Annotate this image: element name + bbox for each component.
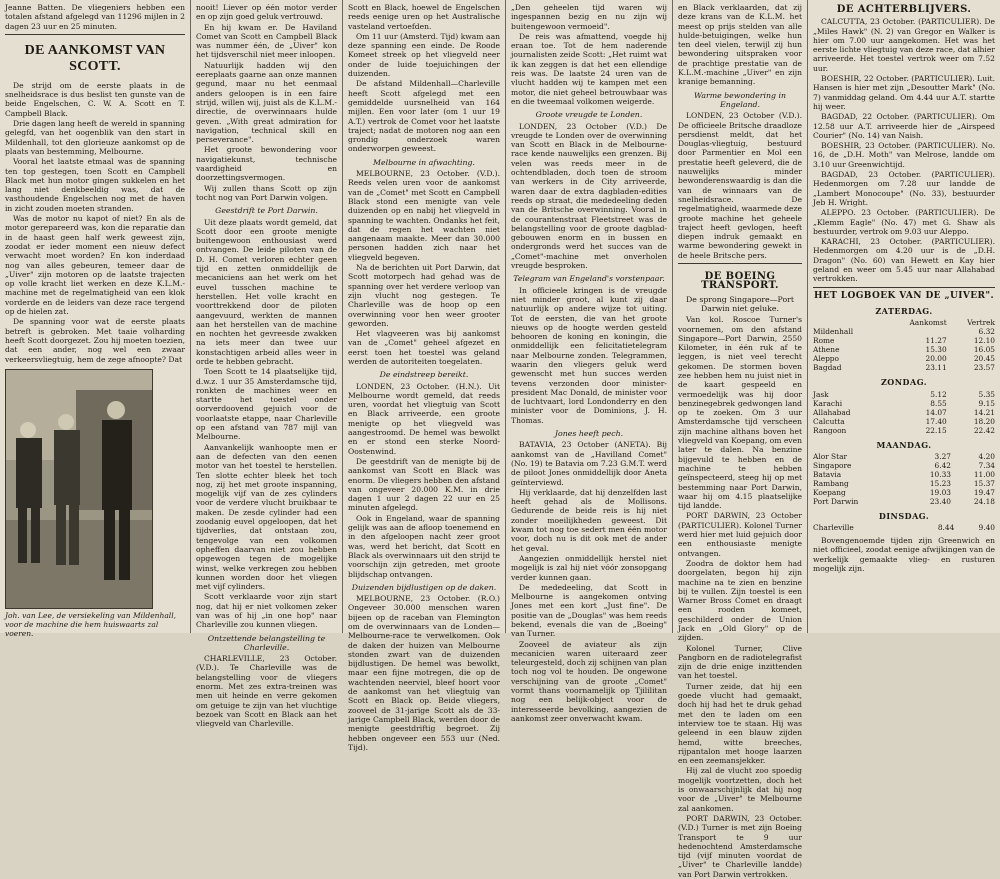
logbook-row	[813, 399, 995, 408]
paragraph: MELBOURNE, 23 October. (R.O.) Ongeveer 30.000 menschen waren bijeen op de raceban van Flemington om de overwinnaars van de Londen—Melbourne-race te verwelkomen. Ook de daken der huizen van Melbourne stonden zwart van de duizenden bijdlustigen. De hemel was bewolkt, maar een fijne motregen, die op de wachtenden neerviel, bleef hoort voor de aankomst van het vliegtuig van Scott en Black op. Beide vliegers, zooveel de 31-jarige Scott als de 33-jarige Campbell Black, werden door de menigte geestdriftig begroet. Zij hebben ongeveer een 553 uur (Ned. Tijd).	[348, 594, 500, 752]
logbook-arrival: 14.07	[925, 407, 947, 417]
logbook-row	[813, 363, 995, 372]
logbook-footnote: Bovengenoemde tijden zijn Greenwich en niet officieel, zoodat eenige afwijkingen van de werkelijk gemaakte vlieg- en rusturen mogelijk zijn.	[813, 536, 995, 573]
subheading: Groote vreugde te Londen.	[535, 110, 643, 120]
logbook-row	[813, 390, 995, 399]
paragraph: Scott verklaarde voor zijn start nog, dat hij er niet volkomen zeker van was of hij „in one hop" naar Charleville zou kunnen vliegen.	[196, 592, 337, 630]
paragraph: LONDEN, 23 October (V.D.). De officieele Britsche draadloze persdienst meldt, dat het Douglas-vliegtuig, bestuurd door Parmentier en Mol een prestatie heeft geleverd, die de nauwelijks minder bewonderenswaardig is dan die van de winnaars van de snelheidsrace. De regelmatigheid, waarmede deze groote machine het geheele traject heeft gevlogen, heeft diepen indruk gemaakt en warme bewondering gewekt in de heele Britsche pers.	[678, 111, 802, 260]
paragraph: De geestdrift van de menigte bij de aankomst van Scott en Black was enorm. De vliegers hebben den afstand van ongeveer 20.000 K.M. in drie dagen 1 uur 2 dagen 22 uur en 25 minuten afgelegd.	[348, 456, 500, 513]
logbook-row	[813, 345, 995, 354]
logbook-departure: 14.21	[973, 407, 995, 417]
paragraph: LONDEN, 23 October (V.D.) De vreugde te Londen over de overwinning van Scott en Black in de Melbourne-race kende nauwelijks een grenzen. Bij velen was reeds meer in de ochtendbladen, doch toen de stroom van werkers in de City arriveerde, waren daar de extra dagbladen-edities reeds op straat, die mededeeling deden van de Britsche overwinning. Vooral in de courantenstraat Fleetstreet was de belangstelling voor de groote dagblad-gebouwen enorm en in bussen en ondergronds werd het succes van de „Comet"-machine met onverholen vreugde besproken.	[511, 121, 667, 271]
logbook-table	[813, 318, 995, 372]
paragraph: Zoodra de doktor hem had doorgelaten, begon hij zijn machine na te zien en benzine bij te vullen. Zijn toestel is een Warner Bross Comet en draagt een rooden komeet, geschilderd onder de Union Jack en „Old Glory" op de zijden.	[678, 558, 802, 643]
logbook-table	[813, 523, 995, 532]
paragraph: De mededeeling, dat Scott in Melbourne is aangekomen ontving Jones met een kort „Just fine". De positie van de „Douglas" was hem reeds bekend, evenals die van de „Boeing" van Turner.	[511, 582, 667, 639]
logbook-day: DINSDAG.	[878, 510, 930, 521]
logbook-departure: 18.20	[973, 416, 995, 426]
logbook-place: Rome	[813, 336, 835, 346]
logbook-arrival: 5.12	[930, 389, 947, 399]
logbook-row	[813, 417, 995, 426]
paragraph: Aangezien onmiddellijk herstel niet mogelijk is zal hij niet vóór zonsopgang verder kunnen gaan.	[511, 553, 667, 582]
logbook-arrival: 8.44	[937, 523, 955, 533]
paragraph: Vooral het laatste etmaal was de spanning ten top gestegen, toen Scott en Campbell Black met hun motor gingen sukkelen en het lang niet denkbeeldig was, dat de vasthoudende Engelschen nog met de haven in zicht zouden moeten stranden.	[5, 157, 185, 213]
paragraph: De strijd om de eerste plaats in de snelheidsrace is dus beslist ten gunste van de beide Engelschen, C. W. A. Scott en T. Campbell Black.	[5, 80, 185, 118]
top-banner: Jeanne Batten. De vliegeniers hebben een totalen afstand afgelegd van 11296 mijlen in 2 dagen 23 uur en 25 minuten.	[5, 3, 185, 31]
section-heading-achterblijvers: DE ACHTERBLIJVERS.	[836, 4, 972, 15]
paragraph: CHARLEVILLE, 23 October. (V.D.). Te Charleville was de belangstelling voor de vliegers enorm. Met zes extra-treinen was men uit heinde en verre gekomen om getuige te zijn van het vluchtige bezoek van Scott en Black aan het vliegveld van Charleville.	[196, 654, 337, 729]
logbook-place: Port Darwin	[813, 496, 859, 506]
logbook-place: Charleville	[813, 523, 854, 533]
paragraph: Hij verklaarde, dat hij denzelfden last heeft gehad als de Mollisons. Gedurende de beide reis is hij niet zonder moeilijkheden geweest. Dit kwam tot nog toe sedert men één motor voor, doch nu is dit ook met de ander het geval.	[511, 487, 667, 553]
paragraph: In officieele kringen is de vreugde niet minder groot, al kunt zij daar natuurlijk op andere wijze tot uiting. Tot de eersten, die van het groote nieuws op de hoogte werden gesteld behooren de koning en koningin, die onmiddellijk een felicitatietelegram naar Melbourne zonden. Telegrammen, waarin den vliegers geluk werd gewenscht met hun succes werden tevens verzonden door minister-president Mac Donald, de minister voor de luchtvaart, lord Londonderry en den minister voor de Dominions, J. H. Thomas.	[511, 285, 667, 425]
paragraph: BATAVIA, 23 October (ANETA). Bij aankomst van de „Havilland Comet" (No. 19) te Batavia om 7.23 G.M.T. werd de piloot Jones onmiddellijk door Aneta geïnterviewd.	[511, 440, 667, 487]
column-5	[673, 0, 807, 879]
subheading: De sprong Singapore—Port Darwin niet geluke.	[685, 294, 795, 313]
paragraph: LONDEN, 23 October. (H.N.). Uit Melbourne wordt gemeld, dat reeds uren, voordat het vliegtuig van Scott en Black arriveerde, een groote menigte op het vliegveld was aangestroomd. De hemel was bewolkt en er stond een sterke Noord-Oostenwind.	[348, 381, 500, 456]
logbook-place: Singapore	[813, 460, 852, 470]
column-6	[808, 0, 1000, 633]
paragraph: PORT DARWIN, 23 October. (V.D.) Turner is met zijn Boeing Transport te 9 uur hedenochtend Amsterdamsche tijd (vijf minuten voordat de „Uiver" te Charleville landde) van Port Darwin vertrokken.	[678, 813, 802, 879]
photo-caption: Joh. van Lee, de versiekeling van Mildenhall, voor de machine die hem huiswaarts zal voeren.	[5, 610, 176, 638]
paragraph: Na de berichten uit Port Darwin, dat Scott motorpech had gehad was de spanning over het verdere verloop van zijn vlucht nog gestegen. Te Charleville was de hoop op een overwinning voor hen weer grooter geworden.	[348, 263, 500, 328]
logbook-place: Batavia	[813, 469, 842, 479]
logbook-row	[813, 461, 995, 470]
news-photo	[5, 369, 153, 609]
paragraph: Het vlagveeren was bij aankomst van de „Comet" geheel afgezet en eerst toen het toestel was geland werden de autoriteiten toegelaten.	[348, 329, 500, 366]
paragraph: Turner zeide, dat hij een goede vlucht had gemaakt, doch hij had het te druk gehad met den te laden om een interview toe te staan. Hij was geleend in een blauw zijden hemd, witte breeches, rijpantalon met hooge laarzen en een zeemansjekker.	[678, 681, 802, 766]
logbook-arrival: 10.33	[929, 469, 952, 479]
logbook-place: Karachi	[813, 398, 843, 408]
paragraph: Drie dagen lang heeft de wereld in spanning gelegfd, van het oogenblik van den start in Mildenhall, tot den glorieuze aankomst op de plaats van bestemming, Melbourne.	[5, 119, 185, 156]
column-3	[343, 0, 505, 752]
logbook-place: Calcutta	[813, 416, 845, 426]
subheading: Duizenden bijdlustigen op de daken.	[351, 582, 497, 592]
logbook-place: Alor Star	[813, 451, 848, 461]
paragraph: KARACHI, 23 October. (PARTICULIER). Hedenmorgen om 4.20 uur is de „D.H. Dragon" (No. 60) van Hewett en Kay hier geland en weer om 5.45 uur naar Allahabad vertrokken.	[813, 237, 995, 284]
column-4	[506, 0, 672, 723]
divider	[813, 287, 995, 288]
paragraph: Aanvankelijk wanhoopte men er aan de defecten van den eenen motor van het toestel te herstellen. Ten slotte echter bleek het toch nog, zij het met groote inspanning, mogelijk vijf van de zes cylinders voor de verdere vlucht bruikbaar te maken. De zesde cylinder had een zoodanig euvel opgeloopen, dat het tijdverlies, dat ontstaan zou, tengevolge van een volkomen opheffen daarvan niet zou hebben opgewogen tegen de mogelijke winst, welke verkregen zou hebben kunnen worden door het vliegen met vijf cylinders.	[196, 442, 337, 592]
paragraph: Was de motor nu kapot of niet? En als de motor gerepareerd was, kon die reparatie dan in de haast geen half werk geweest zijn, zoodat er ieder moment een nieuw defect verwacht moet worden? En kon inderdaad nog van alles gebeuren, temeer daar de „Uiver" zijn motoren op de laatste trajecten op volle kracht liet werken en deze K.L.M.-machine met de regelmatigheid van een klok vorderde en de leiders van deze race tergend op de hielen zat.	[5, 214, 185, 317]
logbook-row	[813, 426, 995, 435]
logbook-place: Jask	[813, 389, 829, 399]
arrival-header: Aankomst	[909, 318, 947, 328]
logbook-departure: 20.45	[973, 354, 995, 364]
logbook-departure: 5.35	[978, 389, 995, 399]
logbook-departure: 23.57	[973, 363, 995, 373]
logbook-departure: 7.34	[978, 460, 995, 470]
paragraph: Om 11 uur (Amsterd. Tijd) kwam aan deze spanning een einde. De Roode Komeet streek op het vliegveld neer onder de luide toejuichingen der duizenden.	[348, 31, 500, 79]
logbook-day: ZATERDAG.	[875, 305, 933, 316]
subheading: Warme bewondering in Engeland.	[693, 90, 787, 109]
section-heading-logboek: HET LOGBOEK VAN DE „UIVER".	[813, 290, 995, 301]
logbook-arrival: 22.15	[925, 425, 947, 435]
divider	[5, 34, 185, 35]
logbook-arrival: 20.00	[925, 354, 947, 364]
subheading: De eindstreep bereikt.	[379, 370, 469, 380]
subheading: Telegram van Engeland's vorstenpaar.	[513, 274, 665, 284]
paragraph: Kolonel Turner, Clive Pangborn en de radiotelegrafist zijn de drie enige inzittenden van het toestel.	[678, 643, 802, 681]
paragraph: ALEPPO. 23 October. (PARTICULIER). De „Klemm Eagle" (No. 47) met G. Shaw als bestuurder, vertrok om 9.03 uur Aleppo.	[813, 208, 995, 236]
paragraph: Uit deze plaats wordt gemeld, dat Scott door een groote menigte buitengewoon enthousiast werd ontvangen. De leide piloten van de D. H. Comet verloren echter geen tijd en zetten onmiddellijk de mecaniciens aan het werk om het euvel tusschen machine te herstellen. Het volle kracht en voorttrekkend door de piloten aangevuurd, werkten de mannen aan het herstellen van de machine en nochten het gevreesde zwakken na iets meer dan twee uur konstachtigen arbeid alles weer in orde te hebben gebracht.	[196, 217, 337, 366]
paragraph: Van kol. Roscoe Turner's voornemen, om den afstand Singapore—Port Darwin, 2550 Kilometer, in één ruk af te leggen, is niet veel terecht gekomen. De stormen boven zee hebben hem nu juist niet in de kaart gespeeld en vermoedelijk was hij door benzinegebrek gedwongen land op te zoeken. Om 3 uur Amsterdamsche tijd verscheen zijn machine althans boven het vliegveld van Koepang, om even later te dalen. Na benzine bijgevuld te hebben en de machine te hebben geïnspecteerd, steeg hij op met bestemming naar Port Darwin, waar hij om 4.15 plaatselijke tijd landde.	[678, 315, 802, 511]
logbook-place: Koepang	[813, 487, 846, 497]
photo-illustration	[6, 370, 152, 608]
paragraph: Hij zal de vlucht zoo spoedig mogelijk voortzetten, doch het is onwaarschijnlijk dat hij nog voor de „Uiver" te Melbourne zal aankomen.	[678, 766, 802, 813]
column-2	[191, 0, 342, 729]
logbook-row	[813, 354, 995, 363]
logbook-departure: 4.20	[978, 451, 995, 461]
logbook-table	[813, 390, 995, 435]
logbook-place: Athene	[813, 345, 840, 355]
headline-aankomst: DE AANKOMST VAN SCOTT.	[24, 42, 166, 74]
logbook-arrival: 15.30	[925, 345, 947, 355]
subheading: Ontzettende belangstelling te Charleville.	[207, 633, 326, 652]
logbook-departure: 9.40	[978, 523, 995, 533]
logbook-departure: 11.00	[973, 469, 995, 479]
logbook-arrival: 19.03	[929, 487, 952, 497]
paragraph: De afstand Mildenhall—Charleville heeft Scott afgelegd met een gemiddelde uursnelheid van 164 mijlen. Een voor later (om 1 uur 19 A.T.) vertrok de Comet voor het laatste traject; nadat de motoren nog aan een grondig onderzoek waren onderworpen geweest.	[348, 79, 500, 154]
logbook-place: Allahabad	[813, 407, 851, 417]
departure-header: Vertrek	[967, 318, 995, 328]
logbook-departure: 6.32	[978, 327, 995, 337]
subheading: Geestdrift te Port Darwin.	[215, 206, 318, 216]
logbook-row	[813, 470, 995, 479]
subheading: Melbourne in afwachting.	[373, 157, 475, 167]
logbook-arrival: 11.27	[925, 336, 947, 346]
logbook-arrival: 23.40	[929, 496, 952, 506]
logbook-day: MAANDAG.	[876, 439, 932, 450]
logbook-row	[813, 488, 995, 497]
logbook-place: Aleppo	[813, 354, 839, 364]
logbook-row	[813, 523, 995, 532]
divider	[678, 263, 802, 264]
paragraph: en Black verklaarden, dat zij deze krans van de K.L.M. het meest op prijs stelden van alle hulde-betuigingen, welke hun ten deel vielen, terwijl zij hun bewondering uitspraken voor de prachtige prestatie van de K.L.M.-machine „Uiver" en zijn kranige bemanning.	[678, 3, 802, 87]
logbook-place: Bagdad	[813, 363, 842, 373]
logbook-row	[813, 408, 995, 417]
logbook-departure: 24.18	[973, 496, 995, 506]
paragraph: De reis was afmattend, voegde hij eraan toe. Tot de hem naderende journalisten zeide Scott: „Het ruimt wat ik kan zeggen is dat het een ellendige reis was. De laatste 24 uren van de vlucht hadden wij te kampen met een motor, die niet geheel betrouwbaar was en die tweemaal volkomen weigerde.	[511, 31, 667, 106]
logbook-row	[813, 327, 995, 336]
subheading: Jones heeft pech.	[554, 429, 624, 439]
paragraph: En hij kwam er. De Haviland Comet van Scott en Campbell Black was nummer één, de „Uiver" kon het tijdsverschil niet meer inloopen.	[196, 22, 337, 60]
paragraph: Zooveel de aviateur als zijn mecanicien waren uiteraard zeer teleurgesteld, doch zij schijnen van plan toch nog vol te houden. De ongewone verschijning van de groote „Comet" vormt thans voornamelijk op Tjililitan nog een belijk-object voor de interesseerde bevolking, aangezien de aankomst zeer onverwacht kwam.	[511, 639, 667, 723]
column-1	[0, 0, 190, 638]
logbook-table	[813, 452, 995, 506]
logbook-departure: 16.05	[973, 345, 995, 355]
logbook-departure: 12.10	[973, 336, 995, 346]
logbook-departure: 15.37	[973, 478, 995, 488]
paragraph: BOESHIR, 22 October. (PARTICULIER). Luit. Hansen is hier met zijn „Desoutter Mark" (No. 7) vanmiddag geland. Om 4.44 uur A.T. startte hij weer.	[813, 74, 995, 111]
logbook-place: Rangoon	[813, 425, 847, 435]
paragraph: Ook in Engeland, waar de spanning gelijk was aan de afloop toenemend en in den afgeloopen nacht zeer groot was, werd het bericht, dat Scott en Black als overwinnaars uit den strijd te voorschijn zijn getreden, met groote blijdschap ontvangen.	[348, 513, 500, 579]
paragraph: PORT DARWIN, 23 October (PARTICULIER). Kolonel Turner werd hier met luid gejuich door een enthousiaste menigte ontvangen.	[678, 511, 802, 558]
logbook-arrival	[882, 327, 946, 336]
paragraph: BAGDAD, 23 October. (PARTICULIER). Hedenmorgen om 7.28 uur landde de „Lambert Monocoupe" (No. 33), bestuurder Jeb H. Wright.	[813, 170, 995, 207]
logbook-row	[813, 452, 995, 461]
paragraph: Het groote bewondering voor navigatiekunst, technische vaardigheid en doorzettingsvermogen.	[196, 145, 337, 183]
logbook-row	[813, 479, 995, 488]
logbook-arrival: 8.55	[930, 398, 947, 408]
logbook-arrival: 23.11	[925, 363, 947, 373]
paragraph: „Den geheelen tijd waren wij ingespannen bezig en nu zijn wij buitengewoon vermoeid".	[511, 3, 667, 31]
logbook-arrival: 3.27	[934, 451, 952, 461]
logbook-place: Rambang	[813, 478, 849, 488]
paragraph: Natuurlijk hadden wij den eereplaats gaarne aan onze mannen gegund, maar nu het eenmaal anders geloopen is in een faire strijd, willen wij, juist als de K.L.M.-directie, de overwinnaars hulde geven. „With great admiration for navigation, technical skill en perseverance".	[196, 60, 337, 145]
paragraph: Wij zullen thans Scott op zijn tocht nog van Port Darwin volgen.	[196, 183, 337, 202]
logbook-arrival: 17.40	[925, 416, 947, 426]
paragraph: BAGDAD, 22 October. (PARTICULIER). Om 12.58 uur A.T. arriveerde hier de „Airspeed Courier" (No. 14) van Naish.	[813, 112, 995, 140]
logbook-departure: 22.42	[973, 425, 995, 435]
section-heading-boeing: DE BOEING TRANSPORT.	[701, 271, 779, 292]
paragraph: MELBOURNE, 23 October. (V.D.). Reeds velen uren voor de aankomst van de „Comet" met Scott en Campbell Black stond een menigte van vele duizenden op en nabij het vliegveld in spanning te wachten. Ondanks het feit, dat de regen het wachten niet aangenaam maakte. Meer dan 30.000 personen hadden zich naar het vliegveld begeven.	[348, 169, 500, 262]
paragraph: CALCUTTA, 23 October. (PARTICULIER). De „Miles Hawk" (N. 2) van Gregor en Walker is hier om 7.00 uur aangekomen. Het was het eerste lichte vliegtuig van deze race, dat alhier arriveerde. Het toestel vertrok weer om 7.52 uur.	[813, 17, 995, 73]
logbook-day: ZONDAG.	[880, 377, 928, 388]
logbook-departure: 9.15	[978, 398, 995, 408]
paragraph: Scott en Black, hoewel de Engelschen reeds eenige uren op het Australische vasteland vertoefden.	[348, 3, 500, 31]
paragraph: BOESHIR, 23 October. (PARTICULIER). No. 16, de „D.H. Moth" van Melrose, landde om 3.10 uur Greenwichtijd.	[813, 141, 995, 169]
paragraph: Toen Scott te 14 plaatselijke tijd, d.w.z. 1 uur 35 Amsterdamsche tijd, ronkten de machines weer en startte het toestel onder oorverdoovend gejuich voor de voorlaatste etappe, naar Charleville op een afstand van 787 mijl van Melbourne.	[196, 367, 337, 442]
logbook-arrival: 15.23	[929, 478, 952, 488]
logbook-place: Mildenhall	[813, 327, 854, 337]
paragraph: De spanning voor wat de eerste plaats betreft is gebroken. Met taaie volharding heeft Scott doorgezet. Zou hij moeten toezien, dat een ander, nog wel een zwaar verkeersvliegtuig, hem de zege afnoopte? Dat	[5, 317, 185, 364]
logbook-arrival: 6.42	[934, 460, 952, 470]
logbook-row	[813, 336, 995, 345]
logbook-header-row	[813, 318, 995, 327]
logbook-departure: 19.47	[973, 487, 995, 497]
logbook-row	[813, 497, 995, 506]
paragraph: nooit! Liever op één motor verder en op zijn goed geluk vertrouwd.	[196, 3, 337, 22]
